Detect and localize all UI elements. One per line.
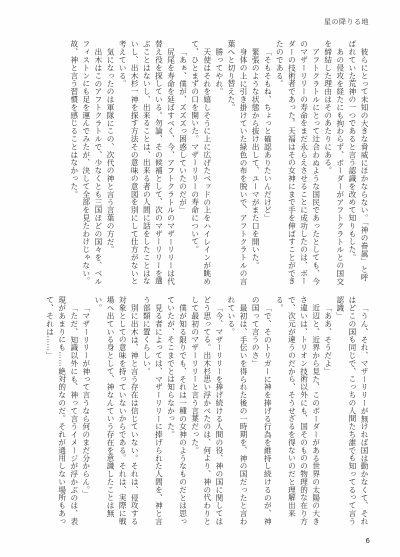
page-number: 6 [365, 537, 370, 545]
paragraph: 緊張のような状態から抜け出して、ユーマがまた口を開いた。 [251, 47, 261, 269]
paragraph: 出木はこのアフトクラトルで、少なくとも三国ほどの国々を、ベルフィストンにも足を運んでみたが、決して全部を見たわけじゃない。故、神と言う習慣を感じることはなかった。 [69, 40, 103, 285]
paragraph: 「うん、それ、マザーリリーが無ければ国は動かなくて、それはどこの国も同じで、こっちの人間たち誰でも知ってるって言う認識」 [335, 296, 369, 526]
paragraph: 「ああ、そうだよ」 [323, 303, 333, 375]
paragraph: 「今、マザーリリーを捧げ続ける人間の役、神の国に関してはどう思ってる。出木杉思い浮かべたのは、何より、神の代わりとして最初のマザーリリーと言う言葉だった。 [190, 296, 224, 526]
paragraph: 別に出木は、神と言う存在は信じていない。それは、侵攻する対象としての意味を持っていないからである。それは、実際に戦場へ出ている身として、神なんていう存在を意識したことは無い。 [93, 296, 140, 526]
bottom-text-block [40, 296, 370, 528]
paragraph: 「あぁ、僕が、ズズズっ困惑していたのだが」 [178, 47, 188, 214]
paragraph: 天使はそれを嬉しそうに上に広げたベッドの上をハイレインが眺めて、ひとまずの口を開いた。マザーリリーの寿命について。 [190, 40, 212, 285]
paragraph: あの侵攻を経たにも拘わらず、ボーダーがアフトクラトルとの国交を締結した理由はそのあたりにある。 [323, 40, 345, 285]
paragraph: 気になったのは軍隊にこの、次代の神と言う言葉の方だ。 [106, 47, 116, 253]
paragraph: 近辺と、近界から見た、このボーダーがある世界の太陽の大きさ違いは、トリオン技術以外にも、国そのものの物理的な在り方で、次元が違うのだから、そうせざるを得ないのだと理解出来る。 [275, 296, 321, 526]
paragraph: 尻尾を寿命を延ばすべく、今、アフトクラトルのマザーリリーは代替え役を探している。勿論、その候補として、次のマザーリリーを選ぶことはないし、出来ることは、出来る者の人間に話をしたことはないし、出木杉一神を探す方法その意味の意図を別にして仕方がないと考えている。 [118, 40, 176, 285]
paragraph: 最初は、手伝いを得られた後の一時期を、神の国だったと言われている。 [226, 296, 249, 525]
paragraph: 「マザーリリーが神って言うなら何のまだ分からん。」 [81, 303, 91, 498]
paragraph: 見る者によっては、マザーリリーに捧げられた人間を、神と言う部類に置くらしい。 [142, 296, 164, 525]
top-text-block [40, 40, 370, 288]
paragraph: 勝ってやれ。 [214, 47, 224, 95]
paragraph: 「ただ、知識以外にも、神って言うイメージが浮かぶのは、表現があまりにも……絶対的なのだ。それが通用しない場所もあって、それは……」 [45, 296, 79, 526]
running-title: 星の降りる地 [324, 18, 369, 26]
paragraph: 身体の上に引き掛けていた緑色の布を脱いで、アフトクラトルの言葉へと切り替えた。 [226, 40, 249, 285]
paragraph: アフトクラトルにとって辻合わぬような国民であったとしても、今のマザーリリーの寿命をまだ永らえさせることに成功したのは、ボーダーの技術者であった。天福はその女神にまで手を伸ばすことができたのである。 [275, 40, 321, 285]
paragraph: 僕が知る限りでも、それは一種の女神のようなものだとは思っていたが、そこまでとは知らなかった。 [166, 296, 188, 525]
paragraph: 「で、そのトリガーに神を捧げる行為を維持し続けるのが、神の国って言うのさ」 [251, 296, 273, 525]
paragraph: 「そもそもね、ちょっと確認ありたいんだけど」 [263, 47, 273, 222]
paragraph: 彼らにとって未知の大きな脅威にほかならない。「神の眷属」と呼ばれていた荒神の一つであると言う認識を改めて知りもした。 [347, 40, 369, 281]
